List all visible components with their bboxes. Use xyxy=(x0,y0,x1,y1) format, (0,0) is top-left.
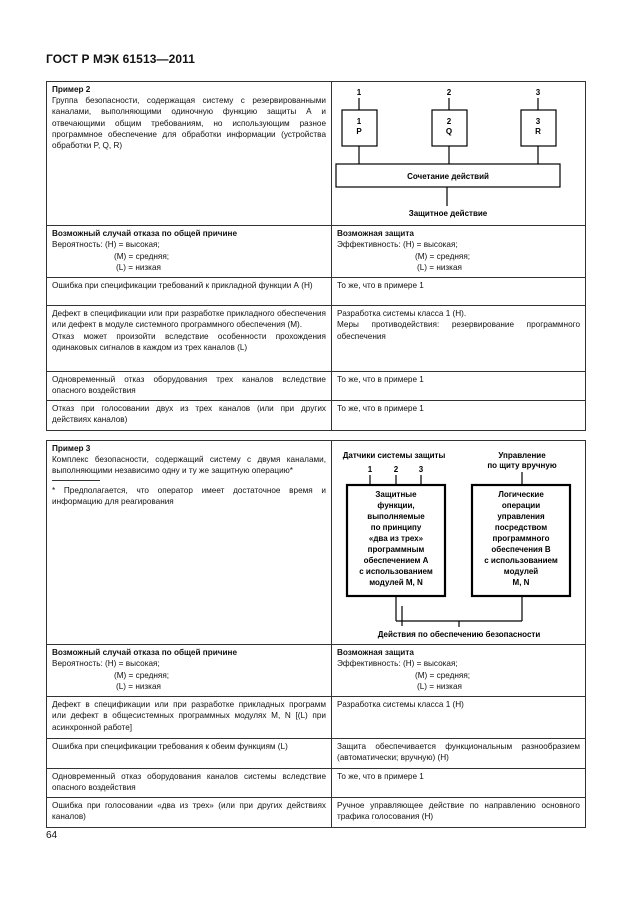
example2-table xyxy=(46,81,586,431)
ex3-box-b-line: с использованием xyxy=(484,556,558,565)
table-row xyxy=(47,372,586,401)
table-row xyxy=(47,798,586,828)
ex3-box-b-line: модулей xyxy=(503,567,539,576)
table-row xyxy=(47,769,586,798)
ex3-row4-right: Ручное управляющее действие по направлению основного трафика голосования (Н) xyxy=(332,798,586,828)
ex2-eff-high: (Н) = высокая; xyxy=(403,240,458,250)
ex3-box-b-line: М, N xyxy=(512,578,530,587)
ex2-row4-right: То же, что в примере 1 xyxy=(332,401,586,431)
example3-title: Пример 3 xyxy=(52,444,91,453)
ex3-right-title: Возможная защита xyxy=(337,648,414,658)
ex2-prob-low: (L) = низкая xyxy=(116,262,161,272)
ex2-prob-medium: (М) = средняя; xyxy=(114,251,170,261)
ex2-eff-medium: (М) = средняя; xyxy=(415,251,471,261)
ex2-combine-label: Сочетание действий xyxy=(407,172,489,181)
document-header: ГОСТ Р МЭК 61513—2011 xyxy=(46,52,196,66)
ex2-row3-right: То же, что в примере 1 xyxy=(332,372,586,401)
ex2-ch2-num: 2 xyxy=(446,117,452,126)
ex3-manual-label-2: по щиту вручную xyxy=(487,461,557,470)
ex3-sensor-3: 3 xyxy=(418,465,424,474)
ex2-output-label: Защитное действие xyxy=(408,209,488,218)
table-row xyxy=(47,306,586,372)
ex3-box-b-line: программного xyxy=(492,534,550,543)
ex3-manual-label-1: Управление xyxy=(498,451,546,460)
ex2-ch1-num: 1 xyxy=(356,117,362,126)
ex3-box-a-line: с использованием xyxy=(359,567,433,576)
ex3-box-a-line: обеспечением А xyxy=(363,556,429,565)
ex3-row3-left: Одновременный отказ оборудования каналов системы вследствие опасного воздействия xyxy=(47,769,332,798)
table-row xyxy=(47,401,586,431)
ex2-prob-label: Вероятность: xyxy=(52,240,103,250)
example3-text: Комплекс безопасности, содержащий систему с двумя каналами, выполняющими независимо одну и ту же защитную операцию* xyxy=(52,455,326,476)
ex3-box-a-line: функции, xyxy=(377,501,415,510)
ex3-box-b-line: управления xyxy=(497,512,545,521)
ex3-sensors-label: Датчики системы защиты xyxy=(342,451,446,460)
ex3-sensor-2: 2 xyxy=(393,465,399,474)
table-row xyxy=(47,278,586,306)
ex3-box-b-line: Логические xyxy=(498,490,544,499)
ex3-prob-high: (Н) = высокая; xyxy=(105,659,160,669)
ex2-eff-label: Эффективность: xyxy=(337,240,401,250)
example3-table xyxy=(46,440,586,828)
example2-title: Пример 2 xyxy=(52,85,91,94)
ex3-row1-left: Дефект в спецификации или при разработке прикладных программ или дефект в общесистемных программных модулях М, N [(L) при асинхронной работе] xyxy=(47,697,332,739)
ex3-eff-high: (Н) = высокая; xyxy=(403,659,458,669)
ex3-row2-right: Защита обеспечивается функциональным разнообразием (автоматически; вручную) (Н) xyxy=(332,739,586,769)
ex3-left-header xyxy=(47,645,332,697)
ex2-row2-right xyxy=(332,306,586,372)
example2-description xyxy=(47,82,332,226)
ex3-row3-right: То же, что в примере 1 xyxy=(332,769,586,798)
ex2-prob-high: (Н) = высокая; xyxy=(105,240,160,250)
ex2-right-header xyxy=(332,226,586,278)
example3-footnote: * Предполагается, что оператор имеет достаточное время и информацию для реагирования xyxy=(52,485,326,506)
ex2-row3-left: Одновременный отказ оборудования трех каналов вследствие опасного воздействия xyxy=(47,372,332,401)
ex3-prob-low: (L) = низкая xyxy=(116,681,161,691)
ex2-ch3-letter: R xyxy=(535,127,541,136)
ex2-row1-left: Ошибка при спецификации требований к прикладной функции А (Н) xyxy=(47,278,332,306)
ex2-left-title: Возможный случай отказа по общей причине xyxy=(52,229,238,239)
ex3-prob-label: Вероятность: xyxy=(52,659,103,669)
ex3-prob-medium: (М) = средняя; xyxy=(114,670,170,680)
ex2-ch3-num: 3 xyxy=(535,117,541,126)
ex2-row1-right: То же, что в примере 1 xyxy=(332,278,586,306)
ex2-row2-right-p1: Разработка системы класса 1 (Н). xyxy=(337,309,467,319)
ex3-box-a-line: «два из трех» xyxy=(368,534,424,543)
example2-diagram-cell xyxy=(332,82,586,226)
ex2-right-title: Возможная защита xyxy=(337,229,414,239)
ex3-row4-left: Ошибка при голосовании «два из трех» (или при других действиях каналов) xyxy=(47,798,332,828)
ex2-input-3: 3 xyxy=(535,88,541,97)
ex2-row2-right-p2: Меры противодействия: резервирование программного обеспечения xyxy=(337,320,580,341)
footnote-rule xyxy=(52,480,100,481)
ex3-row1-right: Разработка системы класса 1 (Н) xyxy=(332,697,586,739)
ex3-right-header xyxy=(332,645,586,697)
ex3-box-a-line: выполняемые xyxy=(367,512,425,521)
ex3-eff-medium: (М) = средняя; xyxy=(415,670,471,680)
example3-description xyxy=(47,441,332,645)
ex2-row2-left-p1: Дефект в спецификации или при разработке прикладного обеспечения или дефект в модуле системного программного обеспечения (М). xyxy=(52,309,326,330)
ex3-output-label: Действия по обеспечению безопасности xyxy=(377,630,541,639)
ex3-box-a-line: Защитные xyxy=(375,490,417,499)
ex3-sensor-1: 1 xyxy=(367,465,373,474)
ex2-row2-left-p2: Отказ может произойти вследствие особенности прохождения одинаковых сигналов в каждом из трех каналов (L) xyxy=(52,331,326,352)
ex3-row2-left: Ошибка при спецификации требования к обеим функциям (L) xyxy=(47,739,332,769)
table-row xyxy=(47,739,586,769)
page-number: 64 xyxy=(46,830,58,841)
ex3-box-a-line: программным xyxy=(367,545,425,554)
ex2-left-header xyxy=(47,226,332,278)
ex3-eff-label: Эффективность: xyxy=(337,659,401,669)
example2-text: Группа безопасности, содержащая систему с резервированными каналами, выполняющими одиночную функцию защиты А и отвечающими общим требованиям, но использующим разное программное обеспечение для обработки информации (устройства обработки P, Q, R) xyxy=(52,96,326,151)
ex3-box-b-line: посредством xyxy=(494,523,548,532)
example2-diagram xyxy=(332,82,585,222)
ex2-eff-low: (L) = низкая xyxy=(417,262,462,272)
example3-diagram-cell xyxy=(332,441,586,645)
ex2-ch2-letter: Q xyxy=(445,127,453,136)
ex2-ch1-letter: P xyxy=(356,127,362,136)
ex2-input-2: 2 xyxy=(446,88,452,97)
ex3-box-b-line: обеспечения В xyxy=(491,545,551,554)
example3-diagram xyxy=(332,441,585,641)
ex3-box-b-line: операции xyxy=(501,501,541,510)
ex2-input-1: 1 xyxy=(356,88,362,97)
ex3-box-a-line: модулей М, N xyxy=(369,578,423,587)
ex3-box-a-line: по принципу xyxy=(370,523,422,532)
ex3-eff-low: (L) = низкая xyxy=(417,681,462,691)
ex2-row4-left: Отказ при голосовании двух из трех каналов (или при других действиях каналов) xyxy=(47,401,332,431)
ex2-row2-left xyxy=(47,306,332,372)
ex3-left-title: Возможный случай отказа по общей причине xyxy=(52,648,238,658)
table-row xyxy=(47,697,586,739)
